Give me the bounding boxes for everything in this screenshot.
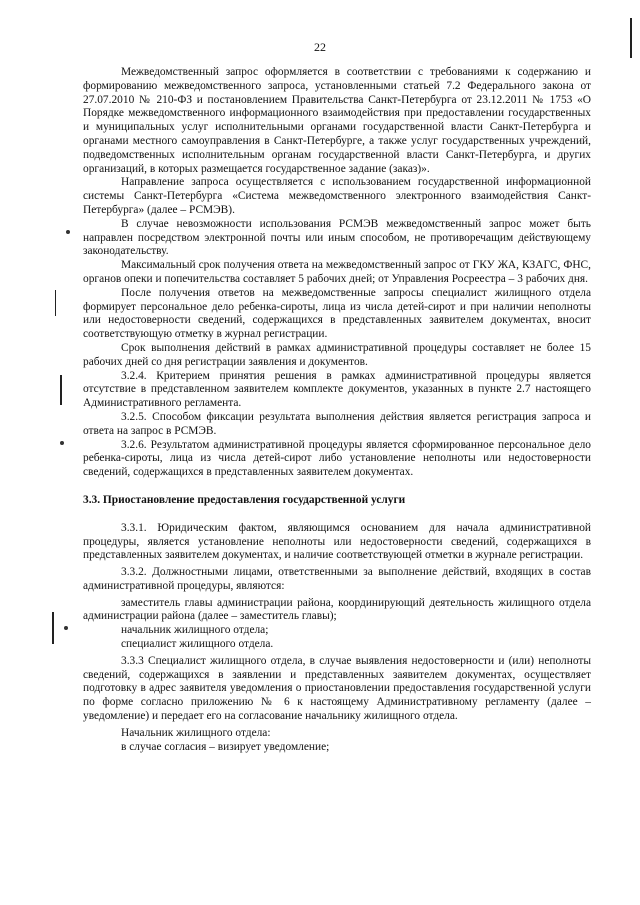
edge-mark <box>630 18 632 58</box>
paragraph: заместитель главы администрации района, координирующий деятельность жилищного отдела администрации района (далее – заместитель главы); <box>83 596 591 623</box>
section-heading: 3.3. Приостановление предоставления государственной услуги <box>83 493 406 506</box>
paragraph: В случае невозможности использования РСМЭВ межведомственный запрос может быть направлен посредством электронной почты или иным способом, не противоречащим действующему законодательству. <box>83 217 591 258</box>
page-number: 22 <box>314 40 326 54</box>
margin-dot <box>64 626 68 630</box>
paragraph: 3.2.6. Результатом административной процедуры является сформированное персональное дело ребенка-сироты, лица из числа детей-сирот либо установление неполноты или недостоверности сведений, содержащихся в представленных заявителем документах. <box>83 438 591 479</box>
paragraph: в случае согласия – визирует уведомление; <box>121 740 330 753</box>
paragraph: 3.2.4. Критерием принятия решения в рамках административной процедуры является отсутствие в представленном заявителем комплекте документов, указанных в пункте 2.7 настоящего Административного регламента. <box>83 369 591 410</box>
paragraph: Срок выполнения действий в рамках административной процедуры составляет не более 15 рабочих дней со дня регистрации заявления и документов. <box>83 341 591 368</box>
paragraph: 3.2.5. Способом фиксации результата выполнения действия является регистрация запроса и ответа на запрос в РСМЭВ. <box>83 410 591 437</box>
paragraph: 3.3.3 Специалист жилищного отдела, в случае выявления недостоверности и (или) неполноты сведений, содержащихся в заявлении и представленных заявителем документах, осуществляет подготовку в адрес заявителя уведомления о приостановлении предоставления государственной услуги по форме согласно приложению № 6 к настоящему Административному регламенту (далее – уведомление) и передает его на согласование начальнику жилищного отдела. <box>83 654 591 723</box>
margin-dot <box>60 441 64 445</box>
paragraph: 3.3.1. Юридическим фактом, являющимся основанием для начала административной процедуры, является установление неполноты или недостоверности сведений, содержащихся в представленных заявителем документах, и наличие соответствующей отметки в журнале регистрации. <box>83 521 591 562</box>
paragraph: Начальник жилищного отдела: <box>121 726 271 739</box>
margin-line <box>52 612 54 644</box>
paragraph: После получения ответов на межведомственные запросы специалист жилищного отдела формирует персональное дело ребенка-сироты, лица из числа детей-сирот и при наличии неполноты или недостоверности сведений, содержащихся в представленных заявителем документах, вносит соответствующую отметку в журнал регистрации. <box>83 286 591 341</box>
margin-line <box>60 375 62 405</box>
paragraph: 3.3.2. Должностными лицами, ответственными за выполнение действий, входящих в состав административной процедуры, являются: <box>83 566 591 592</box>
paragraph: специалист жилищного отдела. <box>121 638 274 651</box>
paragraph: Максимальный срок получения ответа на межведомственный запрос от ГКУ ЖА, КЗАГС, ФНС, органов опеки и попечительства составляет 5 рабочих дней; от Управления Росреестра – 3 рабочих дня. <box>83 259 591 285</box>
margin-dot <box>66 230 70 234</box>
margin-line <box>55 290 56 316</box>
page-body <box>83 66 591 754</box>
paragraph: Межведомственный запрос оформляется в соответствии с требованиями к содержанию и формированию межведомственного запроса, установленными статьей 7.2 Федерального закона от 27.07.2010 № 210-ФЗ и постановлением Правительства Санкт-Петербурга от 23.12.2011 № 1753 «О Порядке межведомственного информационного взаимодействия при предоставлении государственных и муниципальных услуг исполнительными органами государственной власти Санкт-Петербурга и органами местного самоуправления в Санкт-Петербурге, а также услуг государственных учреждений, подведомственных исполнительным органам государственной власти Санкт-Петербурга, и других организаций, в которых размещается государственное задание (заказ)». <box>83 66 591 175</box>
paragraph: Направление запроса осуществляется с использованием государственной информационной системы Санкт-Петербурга «Система межведомственного электронного взаимодействия Санкт-Петербурга» (далее – РСМЭВ). <box>83 176 591 216</box>
paragraph: начальник жилищного отдела; <box>121 624 269 637</box>
